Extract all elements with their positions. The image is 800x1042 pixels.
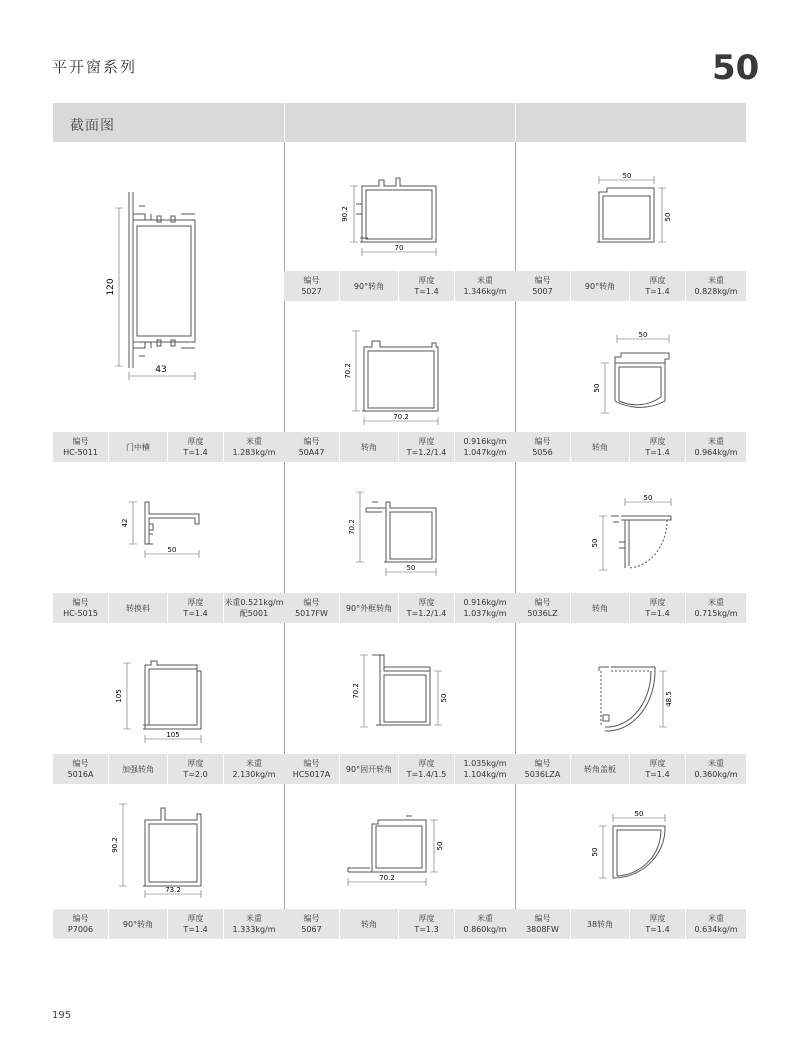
product-code: 5067 bbox=[301, 925, 322, 934]
section-drawing-3808FW bbox=[515, 784, 746, 909]
product-code: 3808FW bbox=[526, 925, 559, 934]
section-header-band bbox=[53, 103, 746, 142]
section-drawing-5017FW bbox=[284, 462, 515, 593]
section-drawing-HC-5011 bbox=[53, 142, 284, 432]
thickness-value: T=1.4 bbox=[183, 609, 208, 618]
spec-bar-HC-5011 bbox=[53, 432, 284, 462]
code-label: 编号 bbox=[72, 598, 89, 607]
weight-label: 米重 bbox=[708, 598, 724, 607]
code-label: 编号 bbox=[303, 598, 320, 607]
spec-bar-5017FW bbox=[284, 593, 515, 623]
spec-bar-5067 bbox=[284, 909, 515, 939]
thickness-value: T=1.4 bbox=[414, 287, 439, 296]
profile-5036LZ bbox=[515, 462, 746, 593]
section-drawing-5067 bbox=[284, 784, 515, 909]
spec-bar-5016A bbox=[53, 754, 284, 784]
dim-height: 48.5 bbox=[665, 691, 673, 707]
weight-value: 0.828kg/m bbox=[694, 287, 738, 296]
dim-height: 50 bbox=[436, 841, 444, 851]
weight-value: 0.634kg/m bbox=[694, 925, 738, 934]
code-label: 编号 bbox=[303, 759, 320, 768]
product-code: 5007 bbox=[532, 287, 553, 296]
profile-HC-5011 bbox=[53, 142, 284, 432]
product-name: 门中横 bbox=[126, 442, 150, 452]
weight-label: 0.916kg/m bbox=[463, 437, 507, 446]
weight-value: 1.333kg/m bbox=[232, 925, 276, 934]
product-name: 转角 bbox=[592, 603, 608, 613]
thickness-value: T=2.0 bbox=[183, 770, 208, 779]
code-label: 编号 bbox=[534, 598, 551, 607]
profile-5017FW bbox=[284, 462, 515, 593]
product-name: 转角 bbox=[361, 919, 377, 929]
weight-label: 米重 bbox=[708, 276, 724, 285]
dim-width: 50 bbox=[643, 494, 653, 502]
weight-value: 1.047kg/m bbox=[463, 448, 507, 457]
weight-value: 0.360kg/m bbox=[694, 770, 738, 779]
product-name: 38转角 bbox=[586, 919, 614, 929]
dim-width: 50 bbox=[167, 546, 177, 554]
thickness-label: 厚度 bbox=[418, 437, 435, 446]
section-drawing-5056 bbox=[515, 301, 746, 432]
section-drawing-HC5017A bbox=[284, 623, 515, 754]
dim-height: 105 bbox=[115, 689, 123, 703]
dim-width: 105 bbox=[166, 731, 180, 739]
weight-label: 米重 bbox=[246, 759, 262, 768]
thickness-label: 厚度 bbox=[649, 914, 666, 923]
weight-label: 米重 bbox=[246, 914, 262, 923]
spec-bar-HC-5015 bbox=[53, 593, 284, 623]
weight-label: 米重 bbox=[708, 914, 724, 923]
spec-bar-5036LZA bbox=[515, 754, 746, 784]
product-name: 90°外框转角 bbox=[345, 603, 393, 613]
thickness-label: 厚度 bbox=[187, 437, 204, 446]
thickness-value: T=1.4 bbox=[183, 448, 208, 457]
thickness-label: 厚度 bbox=[649, 598, 666, 607]
dim-width: 50 bbox=[622, 172, 632, 180]
thickness-label: 厚度 bbox=[418, 598, 435, 607]
series-number: 50 bbox=[712, 48, 760, 88]
product-code: HC-5011 bbox=[63, 448, 98, 457]
spec-bar-5056 bbox=[515, 432, 746, 462]
section-drawing-HC-5015 bbox=[53, 462, 284, 593]
series-title: 平开窗系列 bbox=[52, 58, 138, 76]
code-label: 编号 bbox=[72, 437, 89, 446]
product-code: 5017FW bbox=[295, 609, 328, 618]
thickness-label: 厚度 bbox=[418, 759, 435, 768]
page-number: 195 bbox=[52, 1010, 72, 1021]
weight-label: 米重 bbox=[477, 276, 493, 285]
profile-HC-5015 bbox=[53, 462, 284, 593]
section-drawing-5036LZ bbox=[515, 462, 746, 593]
dim-height: 50 bbox=[591, 847, 599, 857]
thickness-value: T=1.4 bbox=[645, 448, 670, 457]
section-drawing-5016A bbox=[53, 623, 284, 754]
thickness-value: T=1.4/1.5 bbox=[406, 770, 447, 779]
product-name: 转角盖板 bbox=[584, 764, 616, 774]
dim-height: 50 bbox=[664, 212, 672, 222]
spec-bar-3808FW bbox=[515, 909, 746, 939]
section-drawing-P7006 bbox=[53, 784, 284, 909]
weight-label: 0.916kg/m bbox=[463, 598, 507, 607]
product-name: 转换料 bbox=[126, 603, 150, 613]
code-label: 编号 bbox=[534, 437, 551, 446]
dim-height: 90.2 bbox=[111, 837, 119, 853]
weight-label: 米重0.521kg/m bbox=[224, 598, 284, 607]
dim-height: 70.2 bbox=[348, 519, 356, 535]
code-label: 编号 bbox=[72, 759, 89, 768]
spec-bar-50A47 bbox=[284, 432, 515, 462]
thickness-label: 厚度 bbox=[418, 276, 435, 285]
spec-bar-5036LZ bbox=[515, 593, 746, 623]
weight-value: 1.346kg/m bbox=[463, 287, 507, 296]
thickness-value: T=1.2/1.4 bbox=[406, 448, 447, 457]
weight-value: 0.860kg/m bbox=[463, 925, 507, 934]
weight-value: 0.964kg/m bbox=[694, 448, 738, 457]
code-label: 编号 bbox=[72, 914, 89, 923]
profile-P7006 bbox=[53, 784, 284, 909]
weight-value: 1.037kg/m bbox=[463, 609, 507, 618]
product-name: 转角 bbox=[361, 442, 377, 452]
profile-5067 bbox=[284, 784, 515, 909]
product-name: 90°转角 bbox=[122, 919, 154, 929]
product-code: 5036LZ bbox=[527, 609, 558, 618]
weight-value: 1.283kg/m bbox=[232, 448, 276, 457]
product-code: 5016A bbox=[67, 770, 94, 779]
profile-5007 bbox=[515, 142, 746, 271]
weight-label: 1.035kg/m bbox=[463, 759, 507, 768]
dim-height: 90.2 bbox=[341, 206, 349, 222]
product-code: 50A47 bbox=[298, 448, 325, 457]
section-drawing-5036LZA bbox=[515, 623, 746, 754]
product-name: 90°固开转角 bbox=[345, 764, 393, 774]
profile-5016A bbox=[53, 623, 284, 754]
product-code: 5027 bbox=[301, 287, 322, 296]
weight-label: 米重 bbox=[708, 759, 724, 768]
thickness-value: T=1.2/1.4 bbox=[406, 609, 447, 618]
product-code: P7006 bbox=[67, 925, 94, 934]
dim-height: 50 bbox=[591, 538, 599, 548]
dim-width: 50 bbox=[634, 810, 644, 818]
profile-5056 bbox=[515, 301, 746, 432]
code-label: 编号 bbox=[303, 914, 320, 923]
product-code: HC-5015 bbox=[63, 609, 98, 618]
profile-HC5017A bbox=[284, 623, 515, 754]
dim-height: 50 bbox=[593, 383, 601, 393]
section-drawing-50A47 bbox=[284, 301, 515, 432]
weight-label: 米重 bbox=[708, 437, 724, 446]
product-code: 5056 bbox=[532, 448, 553, 457]
spec-bar-P7006 bbox=[53, 909, 284, 939]
dim-width: 50 bbox=[406, 564, 416, 572]
dim-width: 73.2 bbox=[165, 886, 181, 894]
code-label: 编号 bbox=[303, 437, 320, 446]
code-label: 编号 bbox=[534, 276, 551, 285]
weight-label: 米重 bbox=[477, 914, 493, 923]
section-drawing-5027 bbox=[284, 142, 515, 271]
dim-width: 43 bbox=[155, 365, 167, 375]
spec-bar-5007 bbox=[515, 271, 746, 301]
thickness-value: T=1.4 bbox=[183, 925, 208, 934]
product-name: 90°转角 bbox=[353, 281, 385, 291]
dim-width: 50 bbox=[440, 693, 448, 703]
thickness-value: T=1.4 bbox=[645, 287, 670, 296]
spec-bar-5027 bbox=[284, 271, 515, 301]
weight-value: 1.104kg/m bbox=[463, 770, 507, 779]
dim-width: 70 bbox=[394, 244, 404, 252]
section-sheet bbox=[53, 103, 746, 939]
product-code: HC5017A bbox=[292, 770, 331, 779]
product-code: 5036LZA bbox=[524, 770, 561, 779]
product-name: 转角 bbox=[592, 442, 608, 452]
thickness-label: 厚度 bbox=[418, 914, 435, 923]
section-header-label: 截面图 bbox=[70, 118, 115, 134]
spec-bar-HC5017A bbox=[284, 754, 515, 784]
dim-height: 70.2 bbox=[352, 683, 360, 699]
dim-width: 70.2 bbox=[379, 874, 395, 882]
profile-5036LZA bbox=[515, 623, 746, 754]
weight-value: 2.130kg/m bbox=[232, 770, 276, 779]
thickness-label: 厚度 bbox=[649, 759, 666, 768]
thickness-label: 厚度 bbox=[649, 437, 666, 446]
thickness-value: T=1.4 bbox=[645, 925, 670, 934]
dim-width: 70.2 bbox=[393, 413, 409, 421]
thickness-value: T=1.4 bbox=[645, 770, 670, 779]
code-label: 编号 bbox=[303, 276, 320, 285]
section-drawing-5007 bbox=[515, 142, 746, 271]
thickness-value: T=1.3 bbox=[414, 925, 439, 934]
thickness-label: 厚度 bbox=[187, 914, 204, 923]
weight-value: 0.715kg/m bbox=[694, 609, 738, 618]
weight-value: 配5001 bbox=[239, 609, 269, 618]
product-name: 90°转角 bbox=[584, 281, 616, 291]
product-name: 加强转角 bbox=[122, 764, 154, 774]
dim-height: 42 bbox=[121, 518, 129, 528]
code-label: 编号 bbox=[534, 914, 551, 923]
thickness-label: 厚度 bbox=[187, 759, 204, 768]
profile-5027 bbox=[284, 142, 515, 271]
code-label: 编号 bbox=[534, 759, 551, 768]
dim-height: 70.2 bbox=[344, 363, 352, 379]
profile-50A47 bbox=[284, 301, 515, 432]
thickness-label: 厚度 bbox=[649, 276, 666, 285]
dim-width: 50 bbox=[638, 331, 648, 339]
dim-height: 120 bbox=[106, 278, 116, 296]
thickness-label: 厚度 bbox=[187, 598, 204, 607]
weight-label: 米重 bbox=[246, 437, 262, 446]
thickness-value: T=1.4 bbox=[645, 609, 670, 618]
profile-3808FW bbox=[515, 784, 746, 909]
